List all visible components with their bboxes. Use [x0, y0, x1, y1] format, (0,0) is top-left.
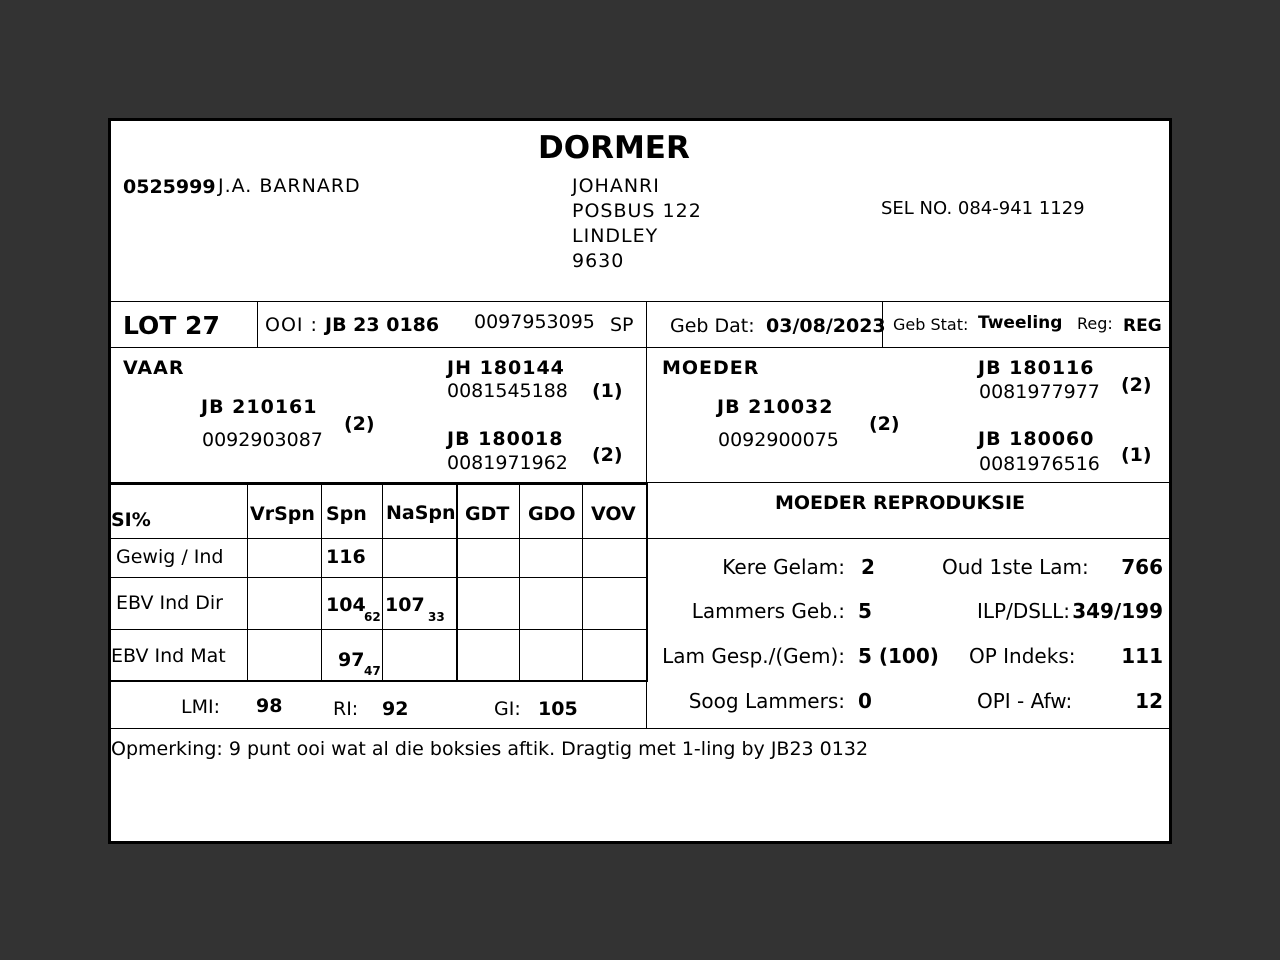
row-label-ebv-mat: EBV Ind Mat: [111, 645, 226, 667]
breeder-code: 0525999: [123, 176, 216, 198]
ooi-id: JB 23 0186: [325, 314, 440, 336]
sire-number: 0092903087: [202, 429, 323, 451]
divider: [111, 301, 1169, 302]
dam-sire-id: JB 180116: [978, 357, 1095, 379]
divider: [519, 483, 520, 681]
ri-label: RI:: [333, 698, 359, 720]
repro-label-opi-afw: OPI - Afw:: [977, 689, 1073, 713]
table-header-si: SI%: [111, 509, 151, 531]
divider: [111, 347, 1169, 348]
birth-date-label: Geb Dat:: [670, 315, 755, 337]
sale-card: [108, 118, 1172, 844]
repro-value-ilp-dsll: 349/199: [1072, 599, 1163, 623]
row-label-gewig: Gewig / Ind: [116, 546, 224, 568]
reproduction-title: MOEDER REPRODUKSIE: [775, 492, 1026, 514]
table-header-vrspn: VrSpn: [250, 503, 315, 525]
address-line-1: JOHANRI: [572, 175, 660, 197]
dam-dam-code: (1): [1121, 444, 1152, 466]
sire-sire-code: (1): [592, 380, 623, 402]
remark-text: Opmerking: 9 punt ooi wat al die boksies aftik. Dragtig met 1-ling by JB23 0132: [111, 738, 869, 760]
repro-label-op-indeks: OP Indeks:: [969, 644, 1076, 668]
table-header-vov: VOV: [591, 503, 636, 525]
ri-value: 92: [382, 698, 409, 720]
dam-sire-number: 0081977977: [979, 381, 1100, 403]
dam-dam-number: 0081976516: [979, 453, 1100, 475]
divider: [582, 483, 583, 681]
sp-label: SP: [610, 314, 634, 336]
dam-heading: MOEDER: [662, 357, 760, 379]
dam-sire-code: (2): [1121, 374, 1152, 396]
table-header-gdo: GDO: [528, 503, 576, 525]
ooi-label: OOI :: [265, 314, 318, 336]
sire-code: (2): [344, 413, 375, 435]
reg-value: REG: [1123, 316, 1162, 336]
birth-date-value: 03/08/2023: [766, 315, 886, 337]
registration-number: 0097953095: [474, 311, 595, 333]
sire-heading: VAAR: [123, 357, 185, 379]
divider: [257, 301, 258, 347]
lmi-value: 98: [256, 695, 283, 717]
divider: [456, 483, 458, 681]
repro-value-soog-lammers: 0: [858, 689, 872, 713]
phone-number: SEL NO. 084-941 1129: [881, 198, 1085, 219]
divider: [321, 483, 322, 681]
repro-label-soog-lammers: Soog Lammers:: [688, 689, 845, 713]
repro-value-opi-afw: 12: [1135, 689, 1163, 713]
birth-status-label: Geb Stat:: [893, 315, 969, 334]
sire-sire-number: 0081545188: [447, 380, 568, 402]
row-value-dir-naspn: 107: [385, 594, 425, 616]
repro-label-lammers-geb: Lammers Geb.:: [691, 599, 845, 623]
dam-dam-id: JB 180060: [978, 428, 1095, 450]
table-header-spn: Spn: [326, 503, 367, 525]
lot-number: LOT 27: [123, 311, 220, 340]
repro-label-kere-gelam: Kere Gelam:: [722, 555, 845, 579]
divider: [111, 483, 646, 485]
sire-id: JB 210161: [201, 396, 318, 418]
gi-label: GI:: [494, 698, 521, 720]
repro-value-op-indeks: 111: [1121, 644, 1163, 668]
divider: [111, 629, 646, 630]
divider: [111, 680, 646, 682]
breed-title: DORMER: [538, 130, 690, 166]
birth-status-value: Tweeling: [978, 313, 1063, 333]
breeder-name: J.A. BARNARD: [218, 175, 361, 197]
row-sub-dir-naspn: 33: [428, 610, 445, 624]
row-sub-dir-spn: 62: [364, 610, 381, 624]
address-line-3: LINDLEY: [572, 225, 659, 247]
row-label-ebv-dir: EBV Ind Dir: [116, 592, 223, 614]
repro-value-lam-gesp: 5 (100): [858, 644, 939, 668]
divider: [111, 538, 646, 539]
row-sub-mat-spn: 47: [364, 664, 381, 678]
table-header-gdt: GDT: [465, 503, 510, 525]
repro-label-ilp-dsll: ILP/DSLL:: [977, 599, 1070, 623]
repro-value-oud-1ste-lam: 766: [1121, 555, 1163, 579]
sire-dam-code: (2): [592, 444, 623, 466]
divider: [648, 538, 1169, 539]
divider: [111, 577, 646, 578]
table-header-naspn: NaSpn: [386, 502, 456, 524]
dam-code: (2): [869, 413, 900, 435]
row-value-dir-spn: 104: [326, 594, 366, 616]
sire-sire-id: JH 180144: [447, 357, 565, 379]
repro-value-lammers-geb: 5: [858, 599, 872, 623]
repro-value-kere-gelam: 2: [861, 555, 875, 579]
dam-number: 0092900075: [718, 429, 839, 451]
row-value-gewig-spn: 116: [326, 546, 366, 568]
address-line-4: 9630: [572, 250, 625, 272]
address-line-2: POSBUS 122: [572, 200, 702, 222]
repro-label-lam-gesp: Lam Gesp./(Gem):: [662, 644, 845, 668]
repro-label-oud-1ste-lam: Oud 1ste Lam:: [942, 555, 1089, 579]
gi-value: 105: [538, 698, 578, 720]
lmi-label: LMI:: [181, 696, 220, 718]
sire-dam-id: JB 180018: [447, 428, 564, 450]
sire-dam-number: 0081971962: [447, 452, 568, 474]
divider: [111, 728, 1169, 729]
dam-id: JB 210032: [717, 396, 834, 418]
row-value-mat-spn: 97: [338, 649, 365, 671]
reg-label: Reg:: [1077, 314, 1113, 333]
divider: [247, 483, 248, 681]
divider: [382, 483, 383, 681]
